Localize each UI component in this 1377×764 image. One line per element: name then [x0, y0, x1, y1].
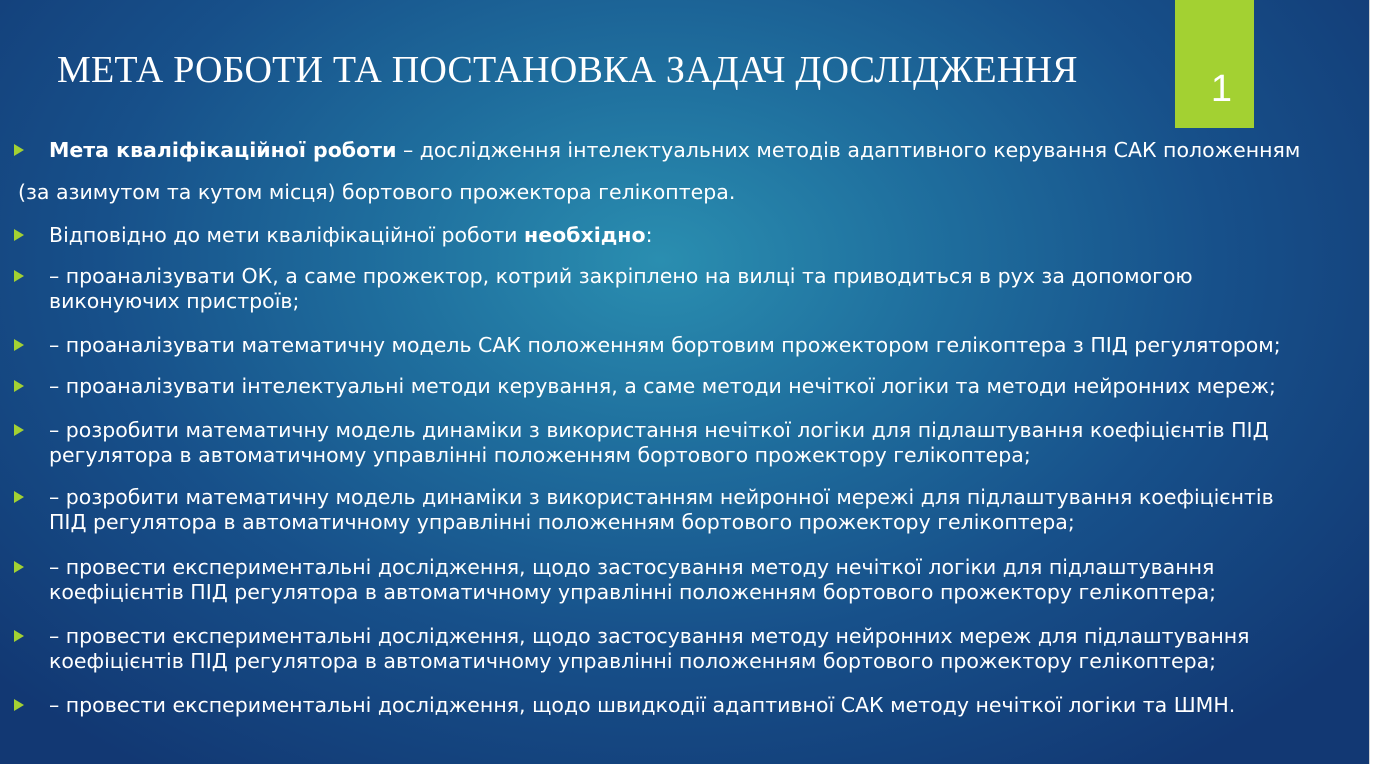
task-item	[49, 624, 1365, 674]
task-line-1: – розробити математичну модель динаміки з використанням нейронної мережі для підлаштування коефіцієнтів	[49, 485, 1274, 509]
task-line-2: регулятора в автоматичному управлінні положенням бортового прожектору гелікоптера;	[49, 443, 1031, 467]
window-edge	[1369, 0, 1377, 764]
task-item	[49, 693, 1365, 718]
task-line-1: – розробити математичну модель динаміки з використання нечіткої логіки для підлаштування коефіцієнтів ПІД	[49, 418, 1269, 442]
task-item	[49, 374, 1365, 399]
task-line-2: коефіцієнтів ПІД регулятора в автоматичному управлінні положенням бортового прожектору гелікоптера;	[49, 649, 1217, 673]
task-line-1: – провести експериментальні дослідження, щодо швидкодії адаптивної САК методу нечіткої логіки та ШМН.	[49, 693, 1236, 717]
task-line-2: виконуючих пристроїв;	[49, 289, 300, 313]
triangle-right-icon	[14, 424, 24, 436]
triangle-right-icon	[14, 699, 24, 711]
task-line-2: ПІД регулятора в автоматичному управлінні положенням бортового прожектору гелікоптера;	[49, 510, 1075, 534]
goal-line	[49, 138, 1365, 163]
task-line-1: – проаналізувати ОК, а саме прожектор, котрий закріплено на вилці та приводиться в рух за допомогою	[49, 264, 1193, 288]
triangle-right-icon	[14, 630, 24, 642]
goal-label: Мета кваліфікаційної роботи	[49, 138, 397, 162]
task-item	[49, 418, 1365, 468]
slide-number: 1	[1210, 68, 1232, 110]
task-line-1: – проаналізувати інтелектуальні методи керування, а саме методи нечіткої логіки та методи нейронних мереж;	[49, 374, 1276, 398]
task-item	[49, 555, 1365, 605]
triangle-right-icon	[14, 270, 24, 282]
needed-line	[49, 223, 1365, 248]
task-line-1: – провести експериментальні дослідження, щодо застосування методу нечіткої логіки для підлаштування	[49, 555, 1215, 579]
task-line-1: – провести експериментальні дослідження, щодо застосування методу нейронних мереж для підлаштування	[49, 624, 1250, 648]
goal-continuation: (за азимутом та кутом місця) бортового прожектора гелікоптера.	[18, 180, 736, 204]
task-item	[49, 485, 1365, 535]
needed-colon: :	[645, 223, 653, 247]
needed-text: Відповідно до мети кваліфікаційної роботи	[49, 223, 525, 247]
task-line-2: коефіцієнтів ПІД регулятора в автоматичному управлінні положенням бортового прожектору гелікоптера;	[49, 580, 1217, 604]
triangle-right-icon	[14, 144, 24, 156]
triangle-right-icon	[14, 491, 24, 503]
task-item	[49, 333, 1365, 358]
triangle-right-icon	[14, 339, 24, 351]
triangle-right-icon	[14, 561, 24, 573]
goal-text: – дослідження інтелектуальних методів адаптивного керування САК положенням	[396, 138, 1301, 162]
needed-bold: необхідно	[524, 223, 646, 247]
slide-title: МЕТА РОБОТИ ТА ПОСТАНОВКА ЗАДАЧ ДОСЛІДЖЕННЯ	[57, 49, 1078, 91]
triangle-right-icon	[14, 229, 24, 241]
triangle-right-icon	[14, 380, 24, 392]
task-line-1: – проаналізувати математичну модель САК положенням бортовим прожектором гелікоптера з ПІД регулятором;	[49, 333, 1281, 357]
task-item	[49, 264, 1365, 314]
